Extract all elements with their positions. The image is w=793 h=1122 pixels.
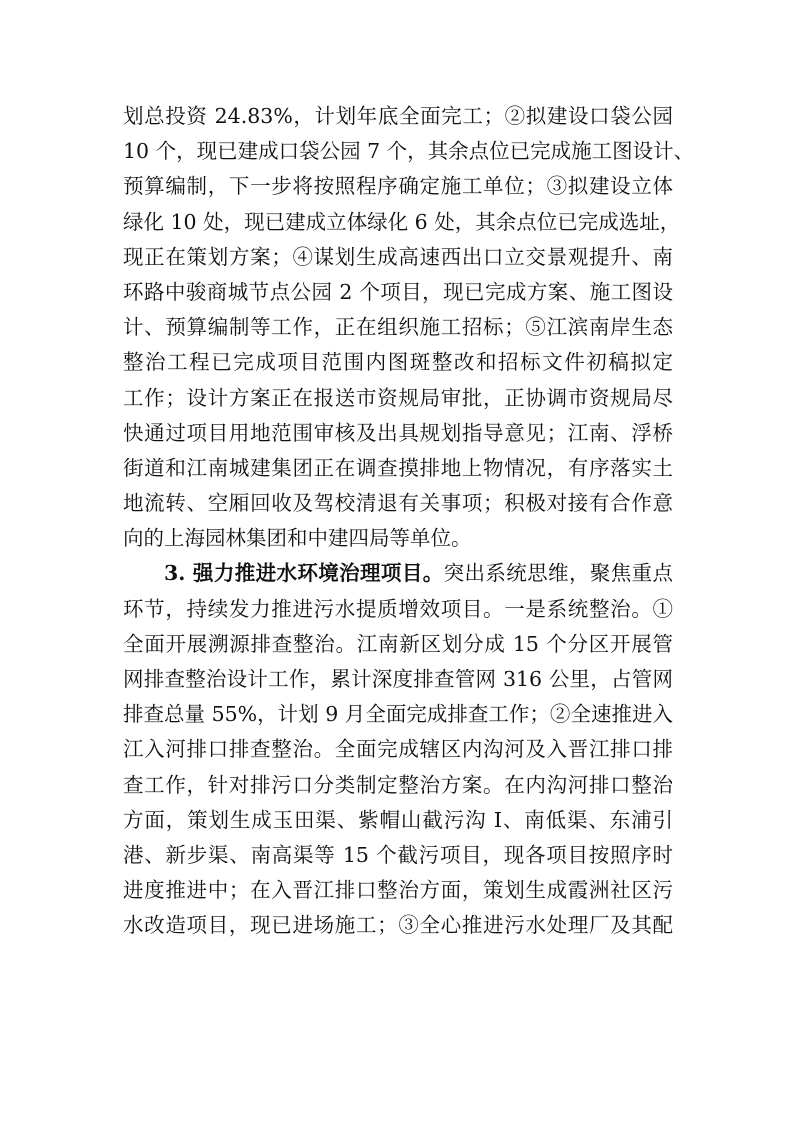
paragraph-line: 计、预算编制等工作，正在组织施工招标；⑤江滨南岸生态 xyxy=(123,315,673,340)
section-3-first-line xyxy=(123,556,673,591)
paragraph-line: 现正在策划方案；④谋划生成高速西出口立交景观提升、南 xyxy=(123,244,673,269)
paragraph-line: 查工作，针对排污口分类制定整治方案。在内沟河排口整治 xyxy=(123,772,673,797)
paragraph-line: 街道和江南城建集团正在调查摸排地上物情况，有序落实土 xyxy=(123,455,673,480)
paragraph-line: 环路中骏商城节点公园 2 个项目，现已完成方案、施工图设 xyxy=(123,279,673,304)
paragraph-line: 水改造项目，现已进场施工；③全心推进污水处理厂及其配 xyxy=(123,913,673,938)
paragraph-line: 预算编制，下一步将按照程序确定施工单位；③拟建设立体 xyxy=(123,174,673,199)
paragraph-line: 划总投资 24.83%，计划年底全面完工；②拟建设口袋公园 xyxy=(123,104,673,128)
paragraph-line: 整治工程已完成项目范围内图斑整改和招标文件初稿拟定 xyxy=(123,350,673,375)
paragraph-line: 排查总量 55%，计划 9 月全面完成排查工作；②全速推进入 xyxy=(123,702,673,727)
section-3-heading: 3. 强力推进水环境治理项目。 xyxy=(164,561,444,586)
paragraph-line: 工作；设计方案正在报送市资规局审批，正协调市资规局尽 xyxy=(123,385,673,410)
document-body xyxy=(123,99,695,944)
paragraph-line: 环节，持续发力推进污水提质增效项目。一是系统整治。① xyxy=(123,596,673,621)
paragraph-line: 进度推进中；在入晋江排口整治方面，策划生成霞洲社区污 xyxy=(123,878,673,903)
paragraph-line: 10 个，现已建成口袋公园 7 个，其余点位已完成施工图设计、 xyxy=(123,139,695,164)
paragraph-line: 快通过项目用地范围审核及出具规划指导意见；江南、浮桥 xyxy=(123,420,673,445)
paragraph-line: 绿化 10 处，现已建成立体绿化 6 处，其余点位已完成选址， xyxy=(123,209,681,234)
paragraph-line: 江入河排口排查整治。全面完成辖区内沟河及入晋江排口排 xyxy=(123,737,673,762)
paragraph-line: 全面开展溯源排查整治。江南新区划分成 15 个分区开展管 xyxy=(123,631,673,656)
paragraph-line: 向的上海园林集团和中建四局等单位。 xyxy=(123,526,472,551)
paragraph-line: 港、新步渠、南高渠等 15 个截污项目，现各项目按照序时 xyxy=(123,842,673,867)
paragraph-line: 地流转、空厢回收及驾校清退有关事项；积极对接有合作意 xyxy=(123,491,673,516)
paragraph-line: 方面，策划生成玉田渠、紫帽山截污沟 I、南低渠、东浦引 xyxy=(123,807,673,832)
section-3-first-line-text: 突出系统思维，聚焦重点 xyxy=(443,561,674,586)
paragraph-line: 网排查整治设计工作，累计深度排查管网 316 公里，占管网 xyxy=(123,667,673,691)
